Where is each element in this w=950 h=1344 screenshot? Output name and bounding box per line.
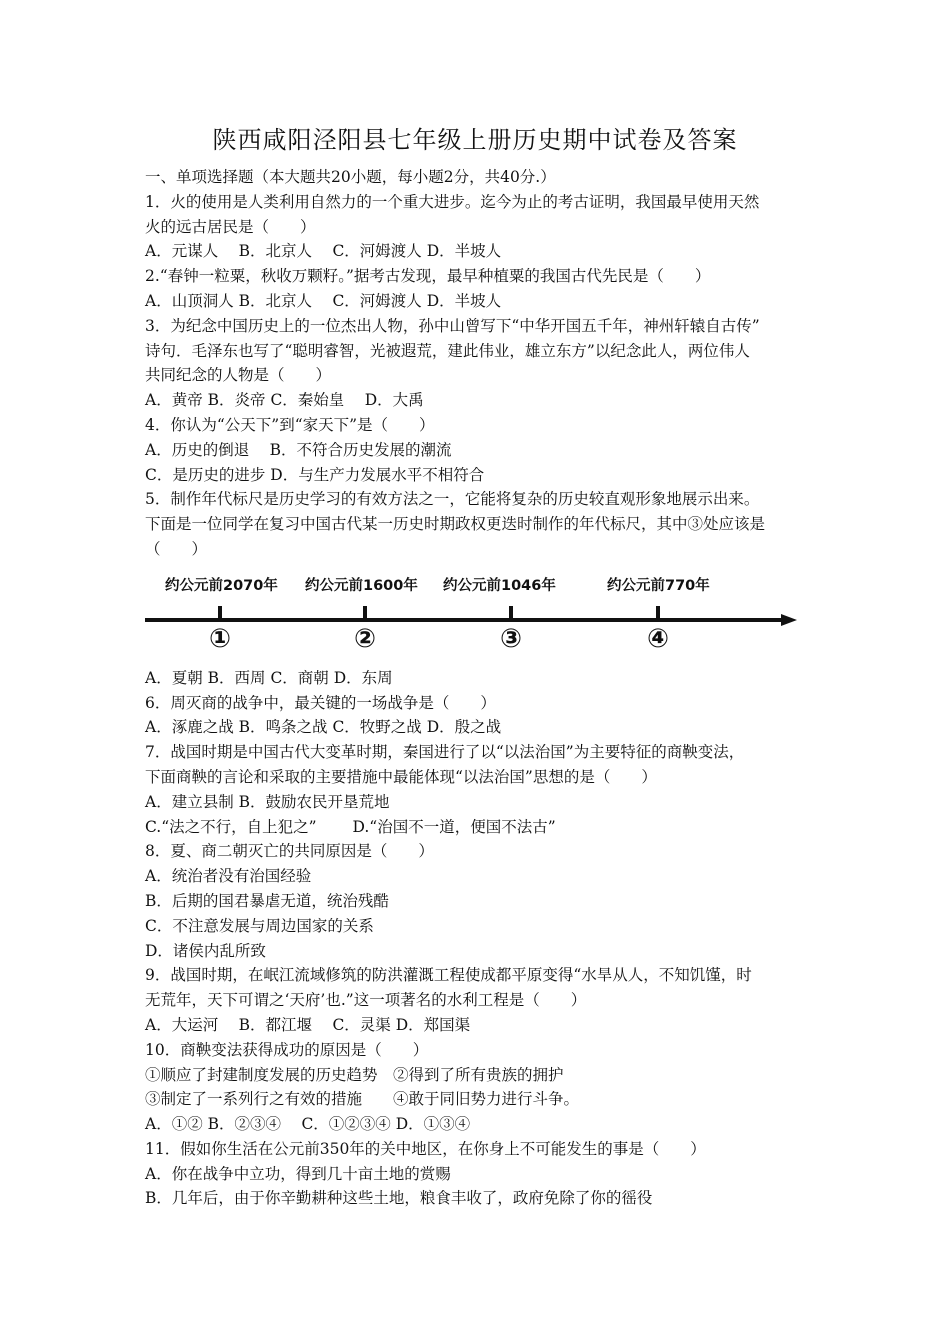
timeline-marker-4: ④ [646,623,669,654]
text-line: 共同纪念的人物是（ ） [145,366,332,385]
text-line: B．几年后，由于你辛勤耕种这些土地，粮食丰收了，政府免除了你的徭役 [145,1189,653,1208]
text-line: 无荒年，天下可谓之‘天府’也.”这一项著名的水利工程是（ ） [145,991,587,1010]
timeline-label-2: 约公元前1600年 [305,577,418,594]
text-line: 4．你认为“公天下”到“家天下”是（ ） [145,415,435,434]
timeline-label-4: 约公元前770年 [607,577,710,594]
text-line: B．后期的国君暴虐无道，统治残酷 [145,891,389,910]
text-line: D．诸侯内乱所致 [145,941,266,960]
text-line: 6．周灭商的战争中，最关键的一场战争是（ ） [145,693,496,712]
text-line: 10．商鞅变法获得成功的原因是（ ） [145,1040,429,1059]
text-line: A．大运河 B．都江堰 C．灵渠 D．郑国渠 [145,1015,471,1034]
questions-block-2 [145,666,810,1212]
text-line: 2.“春钟一粒粟，秋收万颗籽。”据考古发现，最早种植粟的我国古代先民是（ ） [145,267,711,286]
text-line: 11．假如你生活在公元前350年的关中地区，在你身上不可能发生的事是（ ） [145,1139,706,1158]
text-line: 8．夏、商二朝灭亡的共同原因是（ ） [145,842,434,861]
text-line: 下面是一位同学在复习中国古代某一历史时期政权更迭时制作的年代标尺，其中③处应该是 [145,515,766,534]
text-line: 下面商鞅的言论和采取的主要措施中最能体现“以法治国”思想的是（ ） [145,767,657,786]
questions-block-1 [145,165,810,562]
timeline-marker-2: ② [353,623,376,654]
text-line: A．①② B．②③④ C．①②③④ D．①③④ [145,1115,471,1134]
era-timeline [145,566,810,666]
text-line: 9．战国时期，在岷江流域修筑的防洪灌溉工程使成都平原变得“水旱从人，不知饥馑，时 [145,966,752,985]
text-line: 一、单项选择题（本大题共20小题，每小题2分，共40分.） [145,168,556,186]
text-line: A．元谋人 B．北京人 C．河姆渡人 D．半坡人 [145,242,502,261]
text-line: ③制定了一系列行之有效的措施 ④敢于同旧势力进行斗争。 [145,1090,580,1109]
text-line: A．你在战争中立功，得到几十亩土地的赏赐 [145,1164,451,1183]
text-line: 诗句．毛泽东也写了“聪明睿智，光被遐荒，建此伟业，雄立东方”以纪念此人，两位伟人 [145,341,750,360]
text-line: 3．为纪念中国历史上的一位杰出人物，孙中山曾写下“中华开国五千年，神州轩辕自古传” [145,316,760,335]
text-line: C．不注意发展与周边国家的关系 [145,916,374,935]
text-line: A．涿鹿之战 B．鸣条之战 C．牧野之战 D．殷之战 [145,718,502,737]
text-line: C.“法之不行，自上犯之” D.“治国不一道，便国不法古” [145,817,556,836]
timeline-label-1: 约公元前2070年 [165,577,278,594]
exam-content [145,165,810,1211]
text-line: A．统治者没有治国经验 [145,867,312,886]
text-line: C．是历史的进步 D．与生产力发展水平不相符合 [145,465,485,484]
timeline-marker-1: ① [208,623,231,654]
text-line: ①顺应了封建制度发展的历史趋势 ②得到了所有贵族的拥护 [145,1065,564,1084]
text-line: A．建立县制 B．鼓励农民开垦荒地 [145,792,390,811]
page-title: 陕西咸阳泾阳县七年级上册历史期中试卷及答案 [212,126,738,154]
timeline-marker-3: ③ [499,623,522,654]
text-line: A．夏朝 B．西周 C．商朝 D．东周 [145,668,393,687]
timeline-label-3: 约公元前1046年 [443,577,556,594]
text-line: （ ） [145,539,208,558]
text-line: A．历史的倒退 B．不符合历史发展的潮流 [145,440,452,459]
text-line: A．黄帝 B．炎帝 C．秦始皇 D．大禹 [145,391,424,410]
text-line: 火的远古居民是（ ） [145,217,316,236]
text-line: A．山顶洞人 B．北京人 C．河姆渡人 D．半坡人 [145,291,502,310]
text-line: 1．火的使用是人类利用自然力的一个重大进步。迄今为止的考古证明，我国最早使用天然 [145,192,760,211]
text-line: 5．制作年代标尺是历史学习的有效方法之一，它能将复杂的历史较直观形象地展示出来。 [145,490,760,509]
text-line: 7．战国时期是中国古代大变革时期，秦国进行了以“以法治国”为主要特征的商鞅变法， [145,743,745,762]
